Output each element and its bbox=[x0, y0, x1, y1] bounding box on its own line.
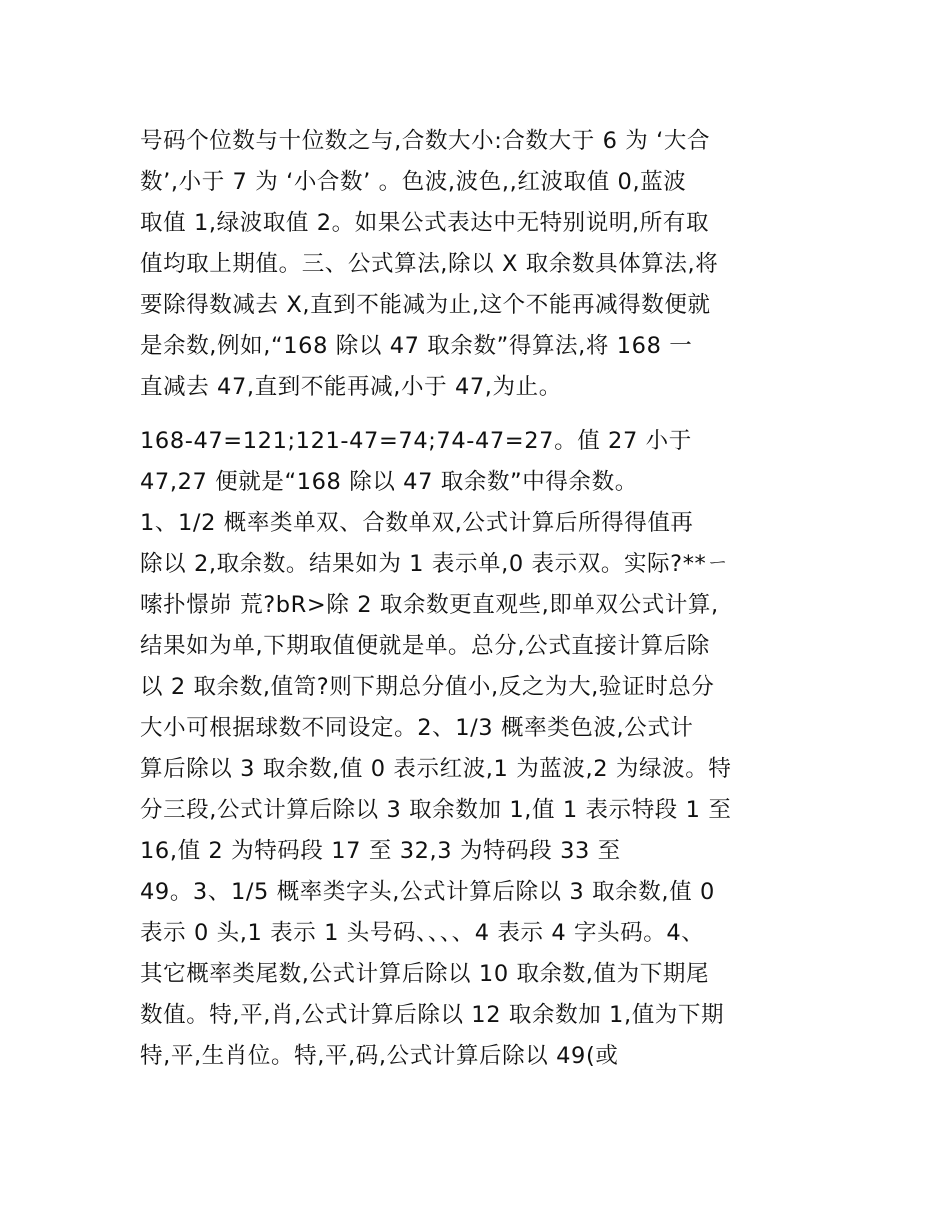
text-line: 是余数,例如,“168 除以 47 取余数”得算法,将 168 一 bbox=[140, 333, 693, 359]
text-line: 直减去 47,直到不能再减,小于 47,为止。 bbox=[140, 374, 562, 400]
text-line: 结果如为单,下期取值便就是单。总分,公式直接计算后除 bbox=[140, 633, 710, 659]
text-line: 分三段,公式计算后除以 3 取余数加 1,值 1 表示特段 1 至 bbox=[140, 797, 732, 823]
text-line: 1、1/2 概率类单双、合数单双,公式计算后所得得值再 bbox=[140, 510, 694, 536]
paragraph-2 bbox=[140, 421, 820, 1077]
text-line: 16,值 2 为特码段 17 至 32,3 为特码段 33 至 bbox=[140, 838, 621, 864]
text-line: 数’,小于 7 为 ‘小合数’ 。色波,波色,,红波取值 0,蓝波 bbox=[140, 169, 687, 195]
text-line: 取值 1,绿波取值 2。如果公式表达中无特别说明,所有取 bbox=[140, 210, 710, 236]
text-line: 算后除以 3 取余数,值 0 表示红波,1 为蓝波,2 为绿波。特 bbox=[140, 756, 732, 782]
text-line: 除以 2,取余数。结果如为 1 表示单,0 表示双。实际?**ㄧ bbox=[140, 551, 730, 577]
text-line: 要除得数减去 X,直到不能减为止,这个不能再减得数便就 bbox=[140, 292, 711, 318]
text-line: 号码个位数与十位数之与,合数大小:合数大于 6 为 ‘大合 bbox=[140, 128, 711, 154]
text-line: 表示 0 头,1 表示 1 头号码、、、、4 表示 4 字头码。4、 bbox=[140, 920, 705, 946]
text-line: 嗦扑憬峁 荒?bR>除 2 取余数更直观些,即单双公式计算, bbox=[140, 592, 719, 618]
text-line: 其它概率类尾数,公式计算后除以 10 取余数,值为下期尾 bbox=[140, 961, 710, 987]
text-line: 大小可根据球数不同设定。2、1/3 概率类色波,公式计 bbox=[140, 715, 694, 741]
text-line: 特,平,生肖位。特,平,码,公式计算后除以 49(或 bbox=[140, 1043, 619, 1069]
text-line: 值均取上期值。三、公式算法,除以 X 取余数具体算法,将 bbox=[140, 251, 719, 277]
text-line: 168-47=121;121-47=74;74-47=27。值 27 小于 bbox=[140, 428, 692, 454]
text-line: 以 2 取余数,值笥?则下期总分值小,反之为大,验证时总分 bbox=[140, 674, 715, 700]
text-line: 49。3、1/5 概率类字头,公式计算后除以 3 取余数,值 0 bbox=[140, 879, 715, 905]
text-line: 数值。特,平,肖,公式计算后除以 12 取余数加 1,值为下期 bbox=[140, 1002, 725, 1028]
paragraph-1 bbox=[140, 121, 820, 408]
text-line: 47,27 便就是“168 除以 47 取余数”中得余数。 bbox=[140, 469, 638, 495]
